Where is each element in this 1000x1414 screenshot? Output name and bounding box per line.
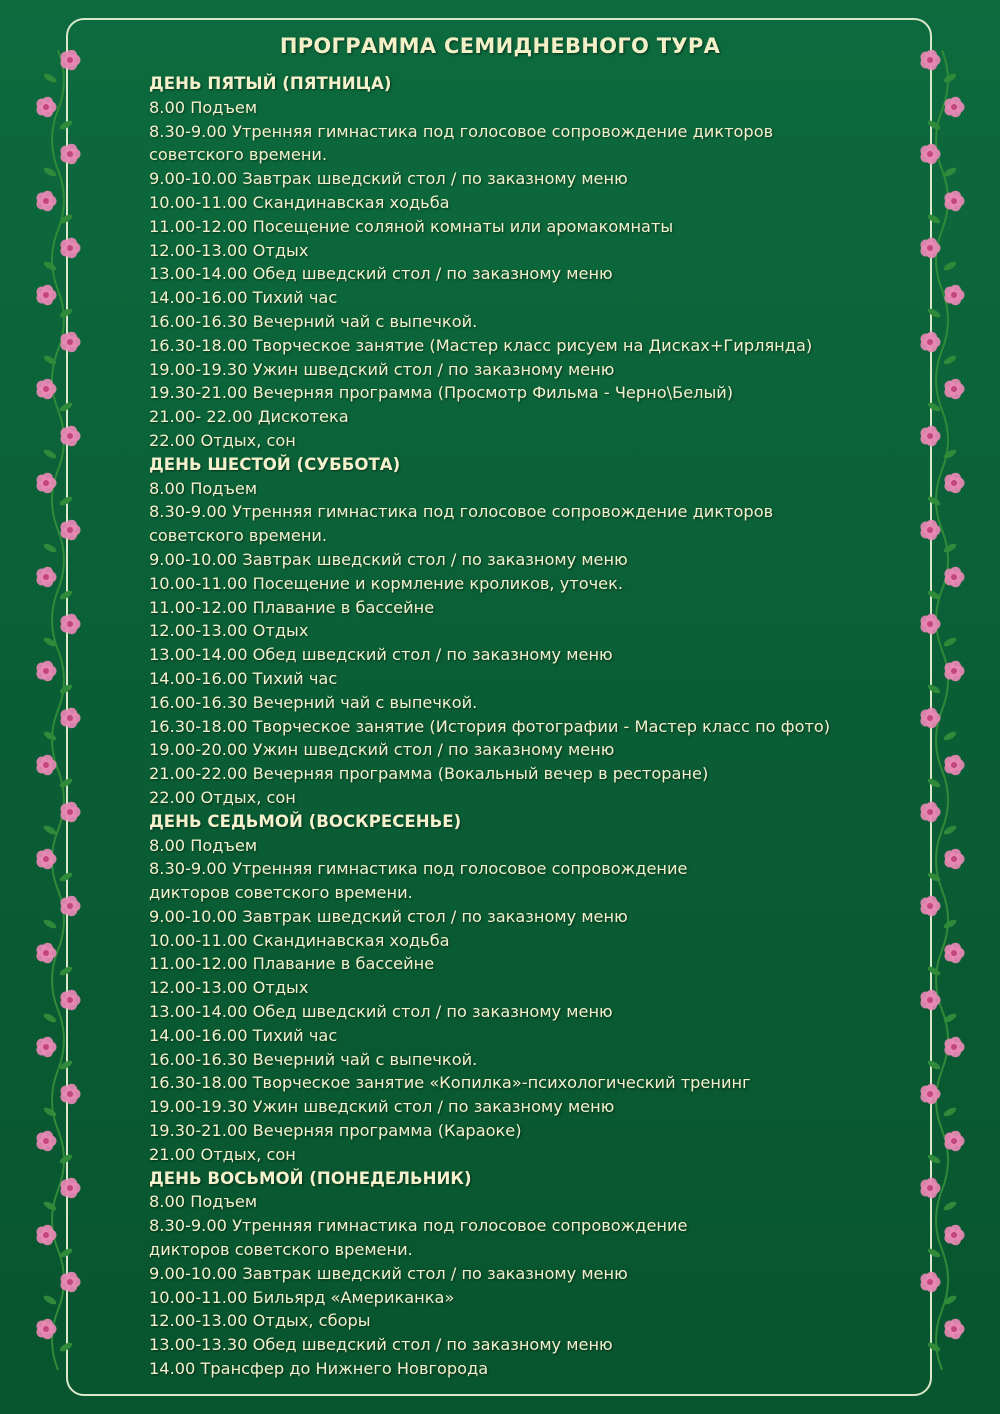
schedule-line: 11.00-12.00 Посещение соляной комнаты или аромакомнаты — [149, 216, 674, 236]
schedule-line: 13.00-14.00 Обед шведский стол / по заказному меню — [149, 645, 613, 665]
schedule-line: 21.00-22.00 Вечерняя программа (Вокальный вечер в ресторане) — [149, 764, 709, 784]
schedule-line: дикторов советского времени. — [149, 1240, 413, 1260]
schedule-line: 19.30-21.00 Вечерняя программа (Просмотр Фильма - Черно\Белый) — [149, 383, 734, 403]
flower-icon — [36, 1131, 73, 1165]
flower-icon — [926, 1037, 964, 1071]
flower-icon — [42, 1178, 80, 1212]
schedule-line: дикторов советского времени. — [149, 883, 413, 903]
day-heading: ДЕНЬ СЕДЬМОЙ (ВОСКРЕСЕНЬЕ) — [149, 811, 462, 831]
flower-vine-right-icon — [902, 50, 982, 1370]
schedule-line: 13.00-13.30 Обед шведский стол / по заказному меню — [149, 1335, 613, 1355]
schedule-line: 16.00-16.30 Вечерний чай с выпечкой. — [149, 1049, 478, 1069]
flower-icon — [36, 661, 73, 695]
schedule-line: 16.30-18.00 Творческое занятие (История фотографии - Мастер класс по фото) — [149, 716, 831, 736]
schedule-line: 9.00-10.00 Завтрак шведский стол / по заказному меню — [149, 549, 628, 569]
flower-icon — [920, 1272, 957, 1306]
flower-icon — [926, 1225, 964, 1259]
schedule-line: 12.00-13.00 Отдых — [149, 978, 309, 998]
flower-icon — [36, 285, 73, 319]
schedule-line: 9.00-10.00 Завтрак шведский стол / по заказному меню — [149, 906, 628, 926]
schedule-line: советского времени. — [149, 145, 328, 165]
flower-icon — [920, 896, 957, 930]
day-heading: ДЕНЬ ВОСЬМОЙ (ПОНЕДЕЛЬНИК) — [149, 1168, 472, 1188]
schedule-line: 14.00 Трансфер до Нижнего Новгорода — [149, 1359, 489, 1379]
flower-icon — [926, 1131, 964, 1165]
flower-icon — [926, 1319, 964, 1353]
schedule-line: 16.30-18.00 Творческое занятие (Мастер класс рисуем на Дисках+Гирлянда) — [149, 335, 813, 355]
schedule-line: 19.00-20.00 Ужин шведский стол / по заказному меню — [149, 740, 615, 760]
flower-icon — [920, 990, 957, 1024]
schedule-line: 8.00 Подъем — [149, 835, 258, 855]
schedule-line: 16.30-18.00 Творческое занятие «Копилка»-психологический тренинг — [149, 1073, 751, 1093]
schedule-line: 12.00-13.00 Отдых — [149, 621, 309, 641]
schedule-line: 12.00-13.00 Отдых, сборы — [149, 1311, 371, 1331]
schedule-line: 21.00- 22.00 Дискотека — [149, 407, 349, 427]
schedule-line: 14.00-16.00 Тихий час — [149, 1025, 338, 1045]
flower-icon — [926, 97, 964, 131]
schedule-line: 8.30-9.00 Утренняя гимнастика под голосовое сопровождение — [149, 859, 688, 879]
flower-icon — [926, 849, 964, 883]
schedule-line: 8.30-9.00 Утренняя гимнастика под голосовое сопровождение дикторов — [149, 121, 774, 141]
flower-icon — [920, 1178, 957, 1212]
schedule — [149, 72, 889, 1381]
schedule-line: 8.00 Подъем — [149, 1192, 258, 1212]
page-title: ПРОГРАММА СЕМИДНЕВНОГО ТУРА — [279, 34, 721, 58]
schedule-line: 19.00-19.30 Ужин шведский стол / по заказному меню — [149, 1097, 615, 1117]
schedule-line: 8.30-9.00 Утренняя гимнастика под голосовое сопровождение — [149, 1216, 688, 1236]
flower-icon — [926, 943, 964, 977]
flower-icon — [42, 332, 80, 366]
schedule-line: 9.00-10.00 Завтрак шведский стол / по заказному меню — [149, 1263, 628, 1283]
schedule-line: 9.00-10.00 Завтрак шведский стол / по заказному меню — [149, 169, 628, 189]
flower-icon — [926, 661, 964, 695]
flower-icon — [920, 802, 957, 836]
schedule-line: 14.00-16.00 Тихий час — [149, 668, 338, 688]
schedule-line: 8.30-9.00 Утренняя гимнастика под голосовое сопровождение дикторов — [149, 502, 774, 522]
schedule-line: 8.00 Подъем — [149, 478, 258, 498]
flower-icon — [920, 426, 957, 460]
flower-icon — [42, 426, 80, 460]
flower-icon — [42, 708, 80, 742]
flower-icon — [42, 144, 80, 178]
day-block — [149, 1167, 889, 1381]
flower-icon — [926, 379, 964, 413]
schedule-line: 22.00 Отдых, сон — [149, 430, 296, 450]
schedule-line: 14.00-16.00 Тихий час — [149, 288, 338, 308]
schedule-line: 11.00-12.00 Плавание в бассейне — [149, 597, 435, 617]
schedule-line: 21.00 Отдых, сон — [149, 1144, 296, 1164]
flower-icon — [36, 97, 73, 131]
schedule-line: 22.00 Отдых, сон — [149, 787, 296, 807]
day-block — [149, 453, 889, 810]
schedule-line: 19.00-19.30 Ужин шведский стол / по заказному меню — [149, 359, 615, 379]
flower-icon — [926, 473, 964, 507]
schedule-line: 10.00-11.00 Бильярд «Американка» — [149, 1287, 455, 1307]
schedule-line: 10.00-11.00 Скандинавская ходьба — [149, 930, 450, 950]
day-heading: ДЕНЬ ПЯТЫЙ (ПЯТНИЦА) — [149, 74, 392, 93]
flower-icon — [36, 1319, 73, 1353]
schedule-line: 10.00-11.00 Посещение и кормление кроликов, уточек. — [149, 573, 624, 593]
flower-icon — [920, 238, 957, 272]
schedule-line: 16.00-16.30 Вечерний чай с выпечкой. — [149, 311, 478, 331]
flower-icon — [42, 614, 80, 648]
schedule-line: 8.00 Подъем — [149, 97, 258, 117]
schedule-line: 11.00-12.00 Плавание в бассейне — [149, 954, 435, 974]
schedule-line: 12.00-13.00 Отдых — [149, 240, 309, 260]
schedule-line: 13.00-14.00 Обед шведский стол / по заказному меню — [149, 264, 613, 284]
schedule-line: 10.00-11.00 Скандинавская ходьба — [149, 192, 450, 212]
flower-icon — [42, 1084, 80, 1118]
flower-icon — [920, 708, 957, 742]
schedule-line: 13.00-14.00 Обед шведский стол / по заказному меню — [149, 1002, 613, 1022]
day-block — [149, 810, 889, 1167]
flower-icon — [42, 238, 80, 272]
flower-vine-left-icon — [18, 50, 98, 1370]
flower-icon — [36, 379, 73, 413]
flower-icon — [36, 191, 73, 225]
day-heading: ДЕНЬ ШЕСТОЙ (СУББОТА) — [149, 454, 401, 474]
schedule-line: 19.30-21.00 Вечерняя программа (Караоке) — [149, 1121, 522, 1141]
flower-icon — [920, 520, 957, 554]
flower-icon — [42, 896, 80, 930]
schedule-line: советского времени. — [149, 526, 328, 546]
flower-icon — [36, 1037, 73, 1071]
flower-icon — [926, 567, 964, 601]
schedule-line: 16.00-16.30 Вечерний чай с выпечкой. — [149, 692, 478, 712]
day-block — [149, 72, 889, 453]
flower-icon — [920, 1084, 957, 1118]
